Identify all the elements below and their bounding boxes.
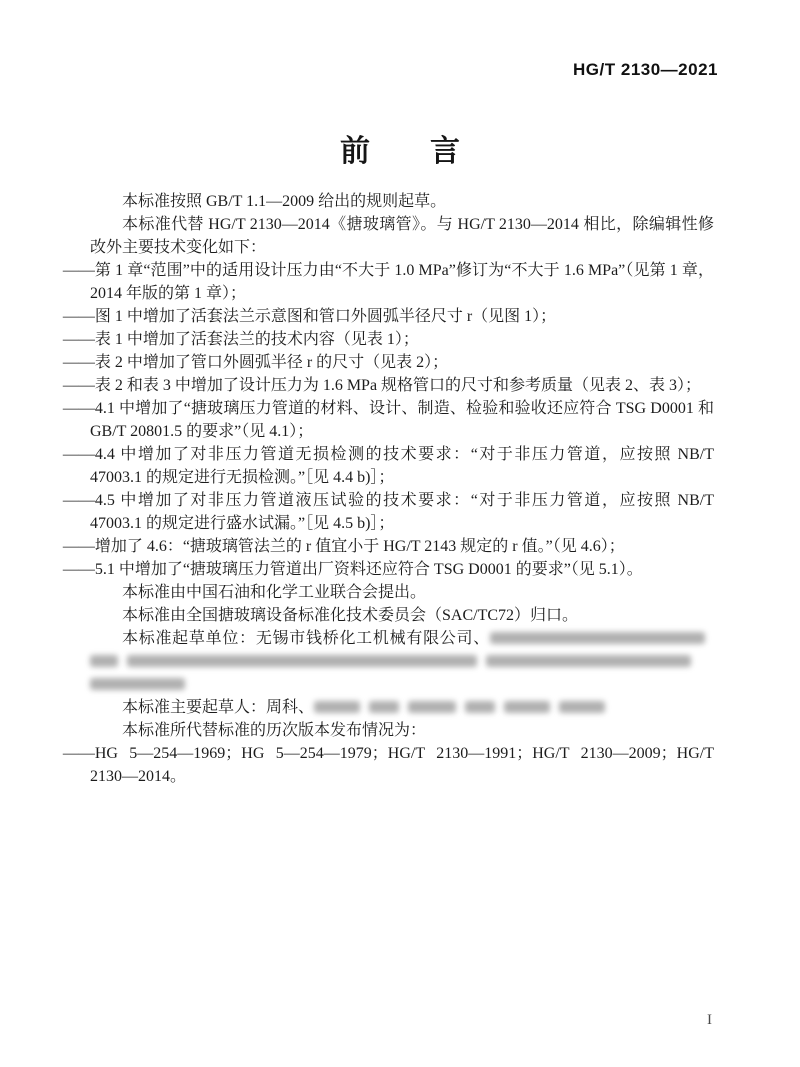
- redacted-text: [314, 701, 360, 713]
- redacted-text: [127, 655, 477, 667]
- redacted-text: [559, 701, 605, 713]
- redacted-text: [486, 655, 691, 667]
- change-list-item: ——4.1 中增加了“搪玻璃压力管道的材料、设计、制造、检验和验收还应符合 TSG D0001 和 GB/T 20801.5 的要求”（见 4.1）；: [62, 400, 714, 440]
- change-list-item: ——表 2 和表 3 中增加了设计压力为 1.6 MPa 规格管口的尺寸和参考质量（见表 2、表 3）；: [62, 377, 702, 394]
- change-list-item: ——5.1 中增加了“搪玻璃压力管道出厂资料还应符合 TSG D0001 的要求”（见 5.1）。: [62, 561, 643, 578]
- redacted-text: [369, 701, 399, 713]
- redacted-text: [504, 701, 550, 713]
- paragraph-drafting-rule: 本标准按照 GB/T 1.1—2009 给出的规则起草。: [122, 193, 447, 210]
- change-list-item: ——4.5 中增加了对非压力管道液压试验的技术要求：“对于非压力管道，应按照 NB/T 47003.1 的规定进行盛水试漏。”［见 4.5 b)］；: [62, 492, 714, 532]
- change-list-item: ——增加了 4.6：“搪玻璃管法兰的 r 值宜小于 HG/T 2143 规定的 r 值。”（见 4.6）；: [62, 538, 625, 555]
- change-list-item: ——第 1 章“范围”中的适用设计压力由“不大于 1.0 MPa”修订为“不大于 1.6 MPa”（见第 1 章，2014 年版的第 1 章）；: [62, 262, 714, 302]
- redacted-text: [490, 632, 705, 644]
- foreword-body: [62, 190, 714, 788]
- change-list-item: ——4.4 中增加了对非压力管道无损检测的技术要求：“对于非压力管道，应按照 NB/T 47003.1 的规定进行无损检测。”［见 4.4 b)］；: [62, 446, 714, 486]
- paragraph-drafting-organizations: 本标准起草单位：无锡市钱桥化工机械有限公司、: [90, 627, 714, 696]
- change-list-item: ——图 1 中增加了活套法兰示意图和管口外圆弧半径尺寸 r（见图 1）；: [62, 308, 557, 325]
- redacted-text: [90, 655, 118, 667]
- change-list-item: ——表 2 中增加了管口外圆弧半径 r 的尺寸（见表 2）；: [62, 354, 449, 371]
- redacted-text: [90, 678, 185, 690]
- paragraph-centralized-by: 本标准由全国搪玻璃设备标准化技术委员会（SAC/TC72）归口。: [122, 607, 579, 624]
- change-list-item: ——表 1 中增加了活套法兰的技术内容（见表 1）；: [62, 331, 419, 348]
- paragraph-proposed-by: 本标准由中国石油和化学工业联合会提出。: [122, 584, 427, 601]
- page-number: I: [707, 1012, 712, 1028]
- paragraph-main-drafters: 本标准主要起草人：周科、: [90, 696, 714, 719]
- previous-editions-item: ——HG 5—254—1969；HG 5—254—1979；HG/T 2130—1991；HG/T 2130—2009；HG/T 2130—2014。: [62, 745, 714, 785]
- paragraph-replaces: 本标准代替 HG/T 2130—2014《搪玻璃管》。与 HG/T 2130—2014 相比，除编辑性修改外主要技术变化如下：: [90, 216, 714, 256]
- standard-code-header: HG/T 2130—2021: [573, 60, 718, 79]
- paragraph-previous-editions-intro: 本标准所代替标准的历次版本发布情况为：: [122, 722, 427, 739]
- redacted-text: [408, 701, 456, 713]
- redacted-text: [465, 701, 495, 713]
- page-title: 前 言: [340, 135, 460, 168]
